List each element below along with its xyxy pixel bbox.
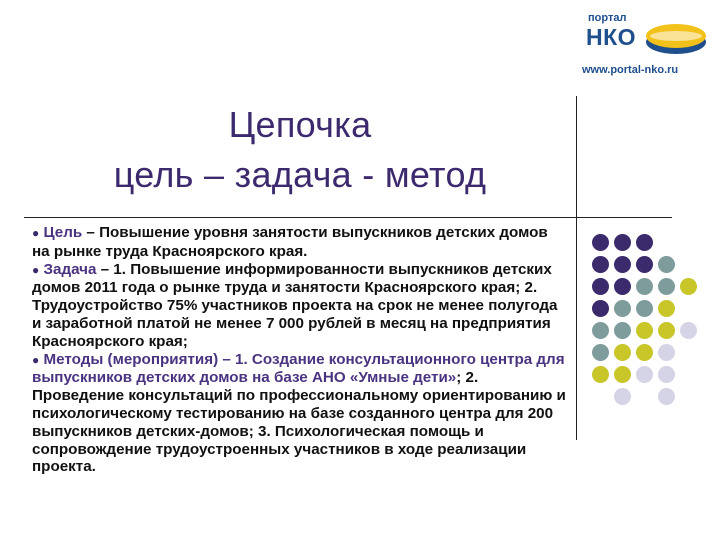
decorative-dot — [680, 278, 697, 295]
decorative-dot — [592, 256, 609, 273]
decorative-dot — [658, 366, 675, 383]
decorative-dot — [592, 322, 609, 339]
decorative-dot — [614, 366, 631, 383]
bullet-task — [32, 261, 568, 351]
bullet-list — [32, 224, 568, 476]
decorative-dot — [592, 278, 609, 295]
decorative-dot — [592, 300, 609, 317]
bullet-dot-icon: ● — [32, 226, 40, 240]
decorative-dot-grid — [586, 232, 706, 412]
task-text: – 1. Повышение информированности выпускников детских домов 2011 года о рынке труда и занятости Красноярского края; 2. Трудоустройство 75% участников проекта на срок не менее полугода и заработной платой не менее 7 000 рублей в месяц на предприятия Красноярского края; — [32, 260, 558, 350]
decorative-dot — [658, 388, 675, 405]
decorative-dot — [592, 234, 609, 251]
slide-title — [40, 100, 560, 200]
decorative-dot — [636, 322, 653, 339]
bullet-goal — [32, 224, 568, 261]
decorative-dot — [614, 300, 631, 317]
goal-text: – Повышение уровня занятости выпускников детских домов на рынке труда Красноярского края. — [32, 224, 548, 260]
bullet-methods — [32, 351, 568, 477]
decorative-dot — [592, 344, 609, 361]
decorative-dot — [636, 366, 653, 383]
logo-url: www.portal-nko.ru — [582, 64, 679, 76]
decorative-dot — [658, 322, 675, 339]
decorative-dot — [658, 300, 675, 317]
yellow-blue-disc-icon — [644, 20, 708, 58]
decorative-dot — [614, 322, 631, 339]
decorative-dot — [636, 256, 653, 273]
decorative-dot — [614, 234, 631, 251]
decorative-dot — [636, 344, 653, 361]
logo-big-text: НКО — [586, 24, 637, 50]
decorative-dot — [658, 278, 675, 295]
bullet-dot-icon: ● — [32, 262, 40, 277]
title-line-1: Цепочка — [228, 104, 372, 145]
decorative-dot — [680, 322, 697, 339]
decorative-dot — [636, 278, 653, 295]
logo-small-text: портал — [588, 12, 627, 24]
title-line-2: цель – задача - метод — [113, 154, 487, 195]
decorative-dot — [614, 278, 631, 295]
decorative-dot — [592, 366, 609, 383]
decorative-dot — [658, 256, 675, 273]
decorative-dot — [614, 256, 631, 273]
decorative-dot — [636, 300, 653, 317]
task-lead: Задача — [43, 260, 97, 278]
portal-nko-logo — [578, 8, 713, 80]
decorative-dot — [614, 388, 631, 405]
goal-lead: Цель — [43, 224, 83, 241]
horizontal-divider — [24, 217, 672, 218]
decorative-dot — [614, 344, 631, 361]
vertical-divider — [576, 96, 577, 440]
methods-lead: Методы (мероприятия) – 1. Создание консультационного центра для выпускников детских домов на базе АНО «Умные дети» — [32, 350, 565, 387]
bullet-dot-icon: ● — [32, 352, 40, 367]
decorative-dot — [658, 344, 675, 361]
methods-text: ; 2. Проведение консультаций по профессиональному ориентированию и психологическому тестированию на базе созданного центра для 200 выпускников детских-домов; 3. Психологическая помощь и сопровождение трудоустроенных участников в ходе реализации проекта. — [32, 369, 566, 476]
decorative-dot — [636, 234, 653, 251]
